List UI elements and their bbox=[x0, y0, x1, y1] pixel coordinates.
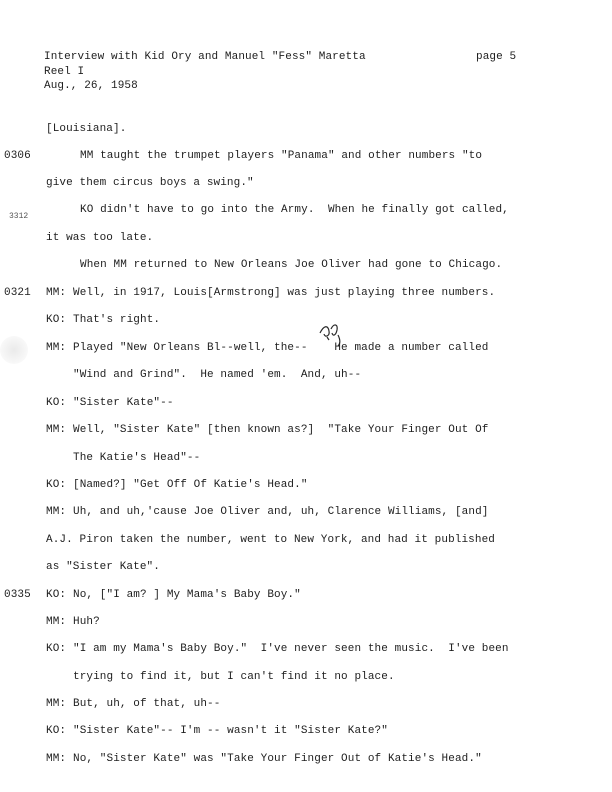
transcript-line: "Wind and Grind". He named 'em. And, uh-- bbox=[73, 369, 362, 381]
transcript-line: No, "Sister Kate" was "Take Your Finger Out of Katie's Head." bbox=[73, 753, 482, 765]
speaker-label: MM: bbox=[46, 616, 67, 628]
speaker-label: MM: bbox=[46, 287, 67, 299]
transcript-line: Huh? bbox=[73, 616, 100, 628]
transcript-line: A.J. Piron taken the number, went to New York, and had it published bbox=[46, 534, 495, 546]
margin-handwritten-mark: 3312 bbox=[9, 212, 29, 221]
speaker-label: KO: bbox=[46, 643, 67, 655]
speaker-label: KO: bbox=[46, 397, 67, 409]
transcript-line: No, ["I am? ] My Mama's Baby Boy." bbox=[73, 589, 301, 601]
transcript-line: "I am my Mama's Baby Boy." I've never seen the music. I've been bbox=[73, 643, 509, 655]
speaker-label: KO: bbox=[46, 314, 67, 326]
transcript-line: "Sister Kate"-- I'm -- wasn't it "Sister Kate?" bbox=[73, 725, 388, 737]
transcript-line: Well, "Sister Kate" [then known as?] "Take Your Finger Out Of bbox=[73, 424, 489, 436]
transcript-line: give them circus boys a swing." bbox=[46, 177, 254, 189]
speaker-label: KO: bbox=[46, 725, 67, 737]
speaker-label: MM: bbox=[46, 424, 67, 436]
speaker-label: MM: bbox=[46, 342, 67, 354]
transcript-line: The Katie's Head"-- bbox=[73, 452, 201, 464]
timecode: 0306 bbox=[4, 150, 31, 162]
speaker-label: MM: bbox=[46, 753, 67, 765]
timecode: 0335 bbox=[4, 589, 31, 601]
transcript-line: Well, in 1917, Louis[Armstrong] was just playing three numbers. bbox=[73, 287, 496, 299]
speaker-label: MM: bbox=[46, 698, 67, 710]
interview-date: Aug., 26, 1958 bbox=[44, 80, 138, 92]
transcript-line: KO didn't have to go into the Army. When he finally got called, bbox=[80, 204, 509, 216]
transcript-line: MM taught the trumpet players "Panama" and other numbers "to bbox=[80, 150, 483, 162]
page-number: page 5 bbox=[476, 51, 517, 63]
speaker-label: KO: bbox=[46, 589, 67, 601]
reel-label: Reel I bbox=[44, 66, 85, 78]
speaker-label: MM: bbox=[46, 506, 67, 518]
transcript-line: Played "New Orleans Bl--well, the-- He made a number called bbox=[73, 342, 489, 354]
transcript-line: Uh, and uh,'cause Joe Oliver and, uh, Clarence Williams, [and] bbox=[73, 506, 489, 518]
page-smudge bbox=[0, 336, 28, 364]
transcript-line: But, uh, of that, uh-- bbox=[73, 698, 221, 710]
transcript-line: When MM returned to New Orleans Joe Oliver had gone to Chicago. bbox=[80, 259, 503, 271]
transcript-line: [Named?] "Get Off Of Katie's Head." bbox=[73, 479, 308, 491]
transcript-line: "Sister Kate"-- bbox=[73, 397, 174, 409]
speaker-label: KO: bbox=[46, 479, 67, 491]
transcript-line: trying to find it, but I can't find it no place. bbox=[73, 671, 395, 683]
transcript-line: That's right. bbox=[73, 314, 161, 326]
timecode: 0321 bbox=[4, 287, 31, 299]
transcript-line: it was too late. bbox=[46, 232, 154, 244]
transcript-line: [Louisiana]. bbox=[46, 123, 127, 135]
interview-title: Interview with Kid Ory and Manuel "Fess" Maretta bbox=[44, 51, 366, 63]
transcript-line: as "Sister Kate". bbox=[46, 561, 160, 573]
